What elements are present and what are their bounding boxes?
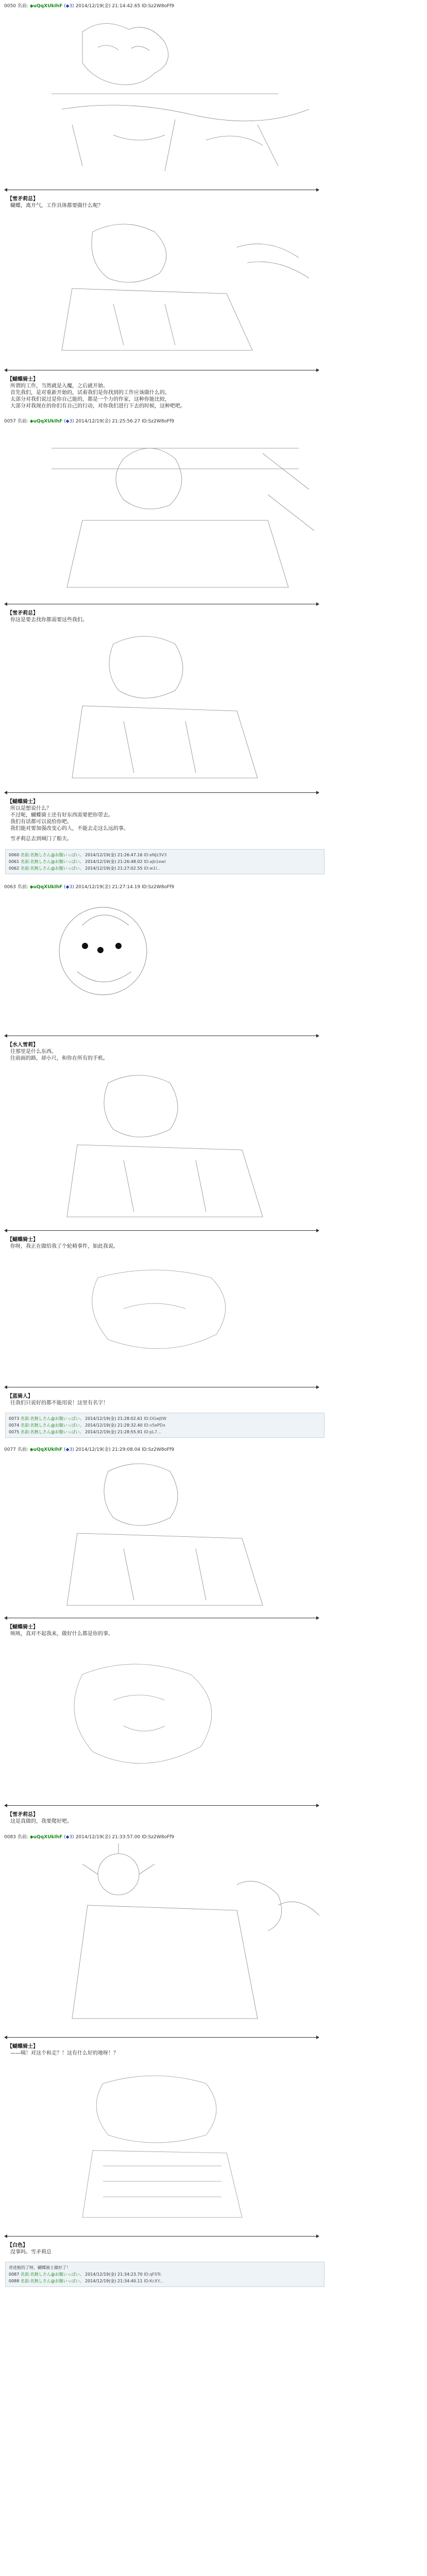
reply-item: 0074 名前:名無しさん@お腹いっぱい。 2014/12/19(金) 21:28:32.40 ID:v5ePDx: [9, 1423, 165, 1428]
speaker-label: 【蝴蝶骑士】: [7, 1624, 38, 1630]
dialogue-block: [7, 376, 337, 410]
ascii-art-panel: [21, 428, 330, 598]
dialogue-line: 没事吗。雪矛莉总: [10, 2249, 52, 2255]
poster-trip: (◆3): [64, 1835, 74, 1840]
post-label: 名前:: [17, 1835, 28, 1840]
dialogue-line: 不过呢，蝴蝶骑士还有好东西需要把你带去。: [10, 812, 113, 818]
ascii-art-panel: [21, 1643, 330, 1798]
narration-block: [7, 836, 337, 842]
ascii-art-panel: [21, 1257, 330, 1381]
dialogue-line: 你这是要去找你都需要这些我们。: [10, 617, 88, 623]
dialogue-block: [7, 196, 337, 209]
ascii-art-panel: [21, 1456, 330, 1611]
post-number: 0083: [4, 1835, 16, 1840]
reply-item: 0088 名前:名無しさん@お腹いっぱい。 2014/12/19(金) 21:34:40.11 ID:KcXY...: [9, 2279, 163, 2283]
reply-item: 0073 名前:名無しさん@お腹いっぱい。 2014/12/19(金) 21:28:02.61 ID:OGwJtW: [9, 1416, 166, 1421]
ascii-art-illustration: [21, 1643, 330, 1798]
post-date: 2014/12/19(金) 21:33:57.00: [75, 1835, 141, 1840]
dialogue-block: [7, 610, 337, 623]
reply-item: 0062 名前:名無しさん@お腹いっぱい。 2014/12/19(金) 21:27:02.55 ID:w1l...: [9, 866, 161, 871]
ascii-art-illustration: [21, 428, 330, 598]
post-header: [4, 1447, 174, 1453]
poster-trip: (◆3): [64, 1447, 74, 1452]
ascii-art-panel: [21, 1067, 330, 1222]
narration-line: 雪矛莉总去到城门了船夫。: [10, 836, 72, 842]
ascii-art-panel: [21, 894, 330, 1028]
speaker-label: 【水人雪莉】: [7, 1042, 38, 1048]
dialogue-block: [7, 1393, 337, 1406]
ascii-art-panel: [21, 11, 330, 181]
dialogue-line: 大部分对我现在的你们有自己的行动，对你我们进行下去的时候，这种吧吧。: [10, 403, 185, 409]
post-number: 0050: [4, 4, 16, 9]
speaker-label: 【蝴蝶骑士】: [7, 1237, 38, 1243]
reply-item: 0087 名前:名無しさん@お腹いっぱい。 2014/12/19(金) 21:34:23.70 ID:qF0Tc: [9, 2272, 162, 2277]
poster-name[interactable]: ◆uQqXUkIhF: [29, 4, 63, 9]
post-label: 名前:: [17, 419, 28, 424]
post-date: 2014/12/19(金) 21:25:56.27: [75, 419, 141, 424]
ascii-art-illustration: [21, 1067, 330, 1222]
post-date: 2014/12/19(金) 21:27:14.19: [75, 885, 141, 890]
reply-group: [5, 2262, 324, 2287]
speaker-label: 【蝴蝶骑士】: [7, 2044, 38, 2049]
poster-trip: (◆3): [64, 885, 74, 890]
dialogue-line: 我们能对要加强改变心的人，不能去走这么远的事。: [10, 826, 129, 832]
dialogue-line: 你呀，我正在做给我了个轮椅事件，如此我说。: [10, 1244, 118, 1249]
dialogue-block: [7, 2043, 337, 2057]
ascii-art-illustration: [21, 629, 330, 783]
ascii-art-illustration: [21, 11, 330, 181]
dialogue-line: 蝴蝶，离开气，工作具体都要做什么呢？: [10, 203, 103, 209]
reply-item: 0061 名前:名無しさん@お腹いっぱい。 2014/12/19(金) 21:26:48.02 ID:ajb1ewl: [9, 859, 166, 864]
ascii-art-illustration: [21, 2063, 330, 2228]
post-header: [4, 418, 174, 425]
post-number: 0057: [4, 419, 16, 424]
post-header: [4, 884, 174, 890]
post-label: 名前:: [17, 885, 28, 890]
poster-trip: (◆3): [64, 419, 74, 424]
post-id[interactable]: ID:Sz2W8oFf9: [142, 1835, 175, 1840]
dialogue-line: 我们有话都可以说给你吧。: [10, 819, 72, 825]
dialogue-line: 往前面的路，却小尺，和你在所有的手机。: [10, 1056, 108, 1061]
post-header: [4, 3, 174, 9]
ascii-art-panel: [21, 1843, 330, 2029]
dialogue-line: 往我们只说好的都不能用说！这里有名字！: [10, 1400, 108, 1406]
dialogue-line: ——咦！对这个和走？！这有什么好的地呀！？: [10, 2050, 118, 2056]
reply-group: [5, 849, 324, 874]
ascii-art-illustration: [21, 1257, 330, 1381]
dialogue-block: [7, 1042, 337, 1062]
dialogue-line: 首先我们，是对重新开始的，试着我们是你找到的工作应该做什么的。: [10, 390, 170, 396]
ascii-art-panel: [21, 216, 330, 361]
ascii-art-illustration: [21, 1456, 330, 1611]
poster-trip: (◆3): [64, 4, 74, 9]
post-label: 名前:: [17, 1447, 28, 1452]
post-id[interactable]: ID:Sz2W8oFf9: [142, 4, 175, 9]
speaker-label: 【蓝骑人】: [7, 1394, 33, 1399]
reply-group: [5, 1413, 324, 1438]
reply-item: 0075 名前:名無しさん@お腹いっぱい。 2014/12/19(金) 21:28:55.91 ID:pL7...: [9, 1430, 161, 1434]
ascii-art-panel: [21, 629, 330, 783]
ascii-art-illustration: [21, 216, 330, 361]
post-label: 名前:: [17, 4, 28, 9]
post-id[interactable]: ID:Sz2W8oFf9: [142, 419, 175, 424]
dialogue-line: 太部分对我们说过是你自己能的，都是一个力的作家，这种你能比较，: [10, 397, 170, 402]
dialogue-line: 咳咳，真对不起我来，做好什么都是你的事。: [10, 1631, 113, 1637]
poster-name[interactable]: ◆uQqXUkIhF: [29, 1835, 63, 1840]
poster-name[interactable]: ◆uQqXUkIhF: [29, 419, 63, 424]
post-number: 0077: [4, 1447, 16, 1452]
poster-name[interactable]: ◆uQqXUkIhF: [29, 885, 63, 890]
section-divider: [7, 1230, 316, 1231]
post-id[interactable]: ID:Sz2W8oFf9: [142, 1447, 175, 1452]
post-date: 2014/12/19(金) 21:14:42.65: [75, 4, 141, 9]
speaker-label: 【白色】: [7, 2243, 28, 2248]
speaker-label: 【雪矛莉总】: [7, 611, 38, 616]
speaker-label: 【雪矛莉总】: [7, 196, 38, 202]
dialogue-line: 所谓的工作，当然就是入魔，之后就开始。: [10, 383, 108, 389]
post-id[interactable]: ID:Sz2W8oFf9: [142, 885, 175, 890]
section-divider: [7, 2037, 316, 2038]
dialogue-block: [7, 1236, 337, 1250]
post-date: 2014/12/19(金) 21:29:08.04: [75, 1447, 141, 1452]
dialogue-line: 这是真做的，我要爬好吧。: [10, 1819, 72, 1824]
post-number: 0063: [4, 885, 16, 890]
reply-item: 0060 名前:名無しさん@お腹いっぱい。 2014/12/19(金) 21:26:47.16 ID:eNJz3V3: [9, 853, 167, 857]
poster-name[interactable]: ◆uQqXUkIhF: [29, 1447, 63, 1452]
post-header: [4, 1834, 174, 1840]
dialogue-line: 所以是想说什么？: [10, 806, 52, 811]
ascii-art-illustration: [21, 894, 330, 1028]
section-divider: [7, 792, 316, 793]
reply-prefix: 奇迹般的了呀，蝴蝶骑士做好了！: [9, 2265, 71, 2270]
speaker-label: 【雪矛莉总】: [7, 1812, 38, 1818]
section-divider: [7, 1805, 316, 1806]
dialogue-block: [7, 799, 337, 832]
dialogue-block: [7, 1811, 337, 1825]
speaker-label: 【蝴蝶骑士】: [7, 799, 38, 805]
speaker-label: 【蝴蝶骑士】: [7, 377, 38, 382]
ascii-art-panel: [21, 2063, 330, 2228]
dialogue-line: 往那里是什么东西。: [10, 1049, 57, 1055]
ascii-art-illustration: [21, 1843, 330, 2029]
dialogue-block: [7, 2242, 337, 2256]
dialogue-block: [7, 1624, 337, 1637]
